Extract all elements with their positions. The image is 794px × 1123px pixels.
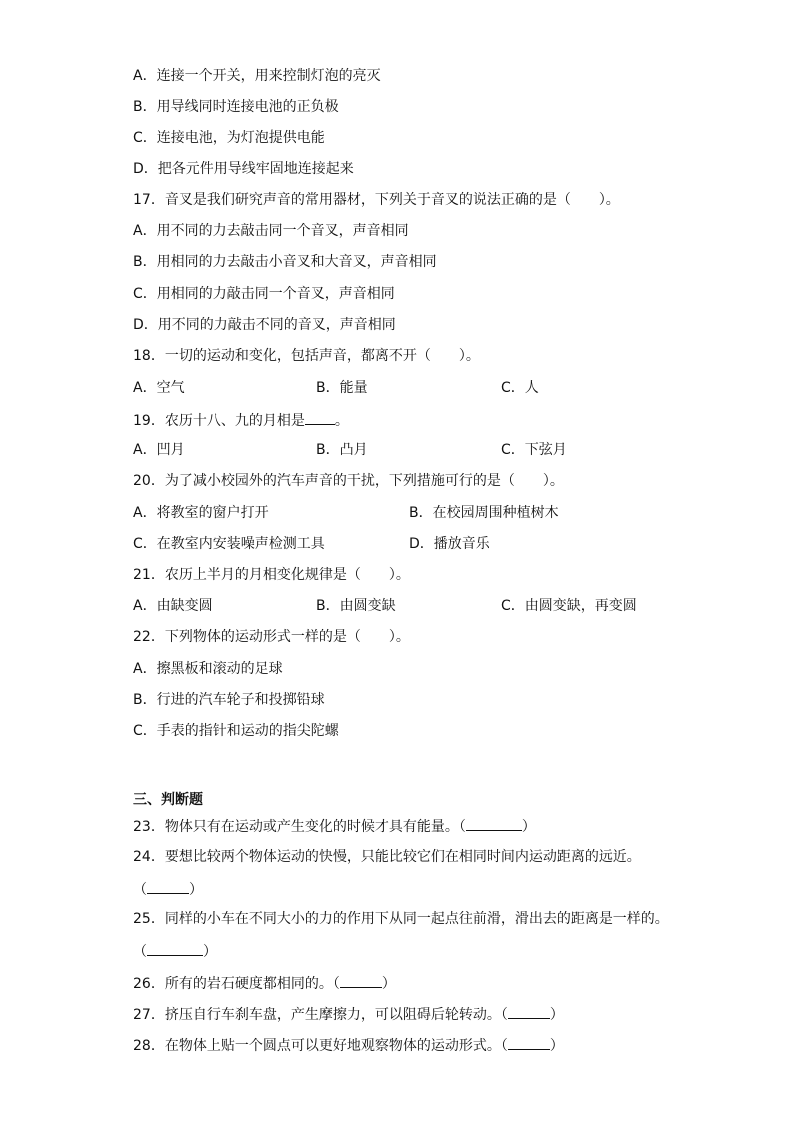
q27-text: 27．挤压自行车刹车盘，产生摩擦力，可以阻碍后轮转动。（: [133, 1007, 508, 1023]
q17-option-d: D．用不同的力敲击不同的音叉，声音相同: [133, 317, 396, 333]
q20-option-c: C．在教室内安装噪声检测工具: [133, 536, 325, 552]
q19-stem-end: 。: [334, 413, 349, 429]
q22-option-b: B．行进的汽车轮子和投掷铅球: [133, 692, 325, 708]
q24-open: （: [133, 882, 147, 898]
q27-answer-blank[interactable]: [508, 1004, 550, 1019]
q19-stem-text: 19．农历十八、九的月相是: [133, 413, 305, 429]
q19-answer-blank[interactable]: [305, 410, 335, 425]
q16-option-a: A．连接一个开关，用来控制灯泡的亮灭: [133, 68, 381, 84]
q19-stem: [133, 410, 349, 430]
q26-text: 26．所有的岩石硬度都相同的。（: [133, 976, 340, 992]
q18-option-c: C．人: [501, 380, 539, 396]
section-title-judgment: 三、判断题: [133, 792, 203, 808]
q28: [133, 1035, 564, 1055]
q25-open: （: [133, 944, 147, 960]
q17-stem: 17．音叉是我们研究声音的常用器材，下列关于音叉的说法正确的是（ ）。: [133, 192, 620, 208]
q22-stem: 22．下列物体的运动形式一样的是（ ）。: [133, 629, 410, 645]
q25-answer-blank[interactable]: [147, 941, 203, 956]
q16-option-c: C．连接电池，为灯泡提供电能: [133, 130, 325, 146]
q21-option-a: A．由缺变圆: [133, 598, 213, 614]
q19-option-b: B．凸月: [316, 442, 368, 458]
q25-text: 25．同样的小车在不同大小的力的作用下从同一起点往前滑，滑出去的距离是一样的。: [133, 911, 669, 927]
q20-stem: 20．为了减小校园外的汽车声音的干扰，下列措施可行的是（ ）。: [133, 473, 564, 489]
q16-option-b: B．用导线同时连接电池的正负极: [133, 99, 339, 115]
q23-close: ）: [521, 819, 536, 835]
q21-stem: 21．农历上半月的月相变化规律是（ ）。: [133, 567, 410, 583]
q17-option-b: B．用相同的力去敲击小音叉和大音叉，声音相同: [133, 254, 437, 270]
q26-answer-blank[interactable]: [340, 973, 382, 988]
q24-close: ）: [189, 882, 203, 898]
q28-answer-blank[interactable]: [508, 1035, 550, 1050]
q24-answer-blank[interactable]: [147, 879, 189, 894]
q26: [133, 973, 396, 993]
q25-close: ）: [203, 944, 217, 960]
q18-option-b: B．能量: [316, 380, 368, 396]
q22-option-c: C．手表的指针和运动的指尖陀螺: [133, 723, 339, 739]
q20-option-d: D．播放音乐: [409, 536, 490, 552]
q18-option-a: A．空气: [133, 380, 185, 396]
q25-answer: [133, 941, 217, 961]
q27: [133, 1004, 564, 1024]
q24-text: 24．要想比较两个物体运动的快慢，只能比较它们在相同时间内运动距离的远近。: [133, 849, 641, 865]
q21-option-b: B．由圆变缺: [316, 598, 396, 614]
q19-option-c: C．下弦月: [501, 442, 567, 458]
q24-answer: [133, 879, 203, 899]
q23-text: 23．物体只有在运动或产生变化的时候才具有能量。（: [133, 819, 466, 835]
q20-option-a: A．将教室的窗户打开: [133, 505, 269, 521]
q21-option-c: C．由圆变缺，再变圆: [501, 598, 637, 614]
q23: [133, 816, 536, 836]
q18-stem: 18．一切的运动和变化，包括声音，都离不开（ ）。: [133, 348, 480, 364]
q17-option-c: C．用相同的力敲击同一个音叉，声音相同: [133, 286, 395, 302]
q22-option-a: A．擦黑板和滚动的足球: [133, 661, 283, 677]
q20-option-b: B．在校园周围种植树木: [409, 505, 559, 521]
q27-close: ）: [549, 1007, 564, 1023]
q17-option-a: A．用不同的力去敲击同一个音叉，声音相同: [133, 223, 409, 239]
q16-option-d: D．把各元件用导线牢固地连接起来: [133, 161, 354, 177]
q26-close: ）: [381, 976, 396, 992]
q28-close: ）: [549, 1038, 564, 1054]
q28-text: 28．在物体上贴一个圆点可以更好地观察物体的运动形式。（: [133, 1038, 508, 1054]
q23-answer-blank[interactable]: [466, 816, 522, 831]
q19-option-a: A．凹月: [133, 442, 185, 458]
